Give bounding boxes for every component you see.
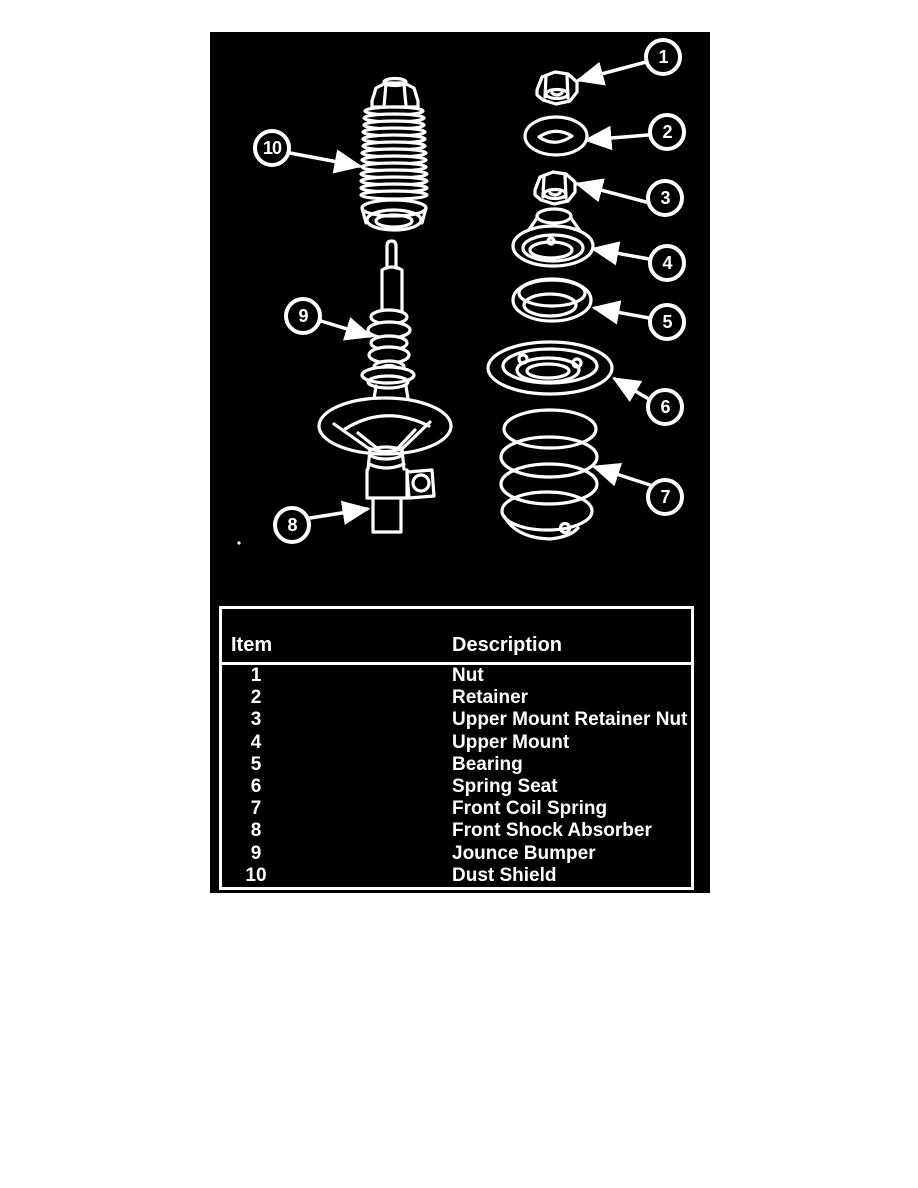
callout-label: 5: [662, 311, 672, 332]
item-cell: 5: [250, 753, 262, 775]
front-coil-spring-part: [501, 410, 597, 539]
item-cell: 6: [250, 775, 262, 797]
description-cell: Retainer: [452, 687, 529, 709]
nut-part: [537, 72, 577, 104]
exploded-view-panel: [210, 32, 710, 893]
description-cell: Dust Shield: [452, 864, 557, 886]
parts-table: [219, 606, 694, 890]
table-row: [222, 665, 691, 687]
callout-9: [284, 297, 322, 335]
table-row: [222, 687, 691, 709]
callout-label: 10: [262, 137, 282, 158]
upper-mount-retainer-nut-part: [535, 172, 575, 204]
item-cell: 3: [250, 709, 262, 731]
table-row: [222, 776, 691, 798]
callout-8: [273, 506, 311, 544]
callout-label: 1: [658, 46, 668, 67]
item-cell: 9: [250, 842, 262, 864]
description-cell: Upper Mount: [452, 731, 570, 753]
description-cell: Front Shock Absorber: [452, 820, 652, 842]
description-cell: Spring Seat: [452, 775, 558, 797]
table-row: [222, 732, 691, 754]
description-cell: Bearing: [452, 753, 523, 775]
callout-label: 3: [660, 187, 670, 208]
description-cell: Nut: [452, 665, 484, 686]
callout-3: [646, 179, 684, 217]
callout-label: 6: [660, 396, 670, 417]
item-cell: 8: [250, 820, 262, 842]
description-cell: Jounce Bumper: [452, 842, 596, 864]
callout-4: [648, 244, 686, 282]
retainer-part: [525, 117, 587, 155]
table-row: [222, 709, 691, 731]
callout-7: [646, 478, 684, 516]
item-cell: 2: [250, 687, 262, 709]
table-row: [222, 820, 691, 842]
upper-mount-part: [513, 209, 593, 266]
spring-seat-part: [488, 342, 612, 394]
col-header-item: Item: [231, 634, 273, 656]
item-cell: 10: [245, 864, 267, 886]
col-header-description: Description: [452, 634, 563, 656]
bearing-part: [513, 279, 591, 321]
jounce-bumper-part: [368, 241, 410, 373]
description-cell: Front Coil Spring: [452, 798, 608, 820]
callout-2: [648, 113, 686, 151]
callout-label: 4: [662, 252, 672, 273]
dust-shield-part: [361, 79, 427, 231]
table-row: [222, 865, 691, 887]
callout-1: [644, 38, 682, 76]
item-cell: 7: [250, 798, 262, 820]
callout-6: [646, 388, 684, 426]
item-cell: 4: [250, 731, 262, 753]
callout-label: 9: [298, 305, 308, 326]
callout-10: [253, 129, 291, 167]
table-row: [222, 798, 691, 820]
item-cell: 1: [250, 665, 262, 686]
callout-5: [648, 303, 686, 341]
callout-label: 8: [287, 514, 297, 535]
parts-table-header: [222, 609, 691, 665]
callout-label: 2: [662, 121, 672, 142]
front-shock-absorber-part: [237, 367, 451, 545]
parts-table-body: [222, 665, 691, 887]
table-row: [222, 843, 691, 865]
description-cell: Upper Mount Retainer Nut: [452, 709, 688, 731]
callout-label: 7: [660, 486, 670, 507]
table-row: [222, 754, 691, 776]
